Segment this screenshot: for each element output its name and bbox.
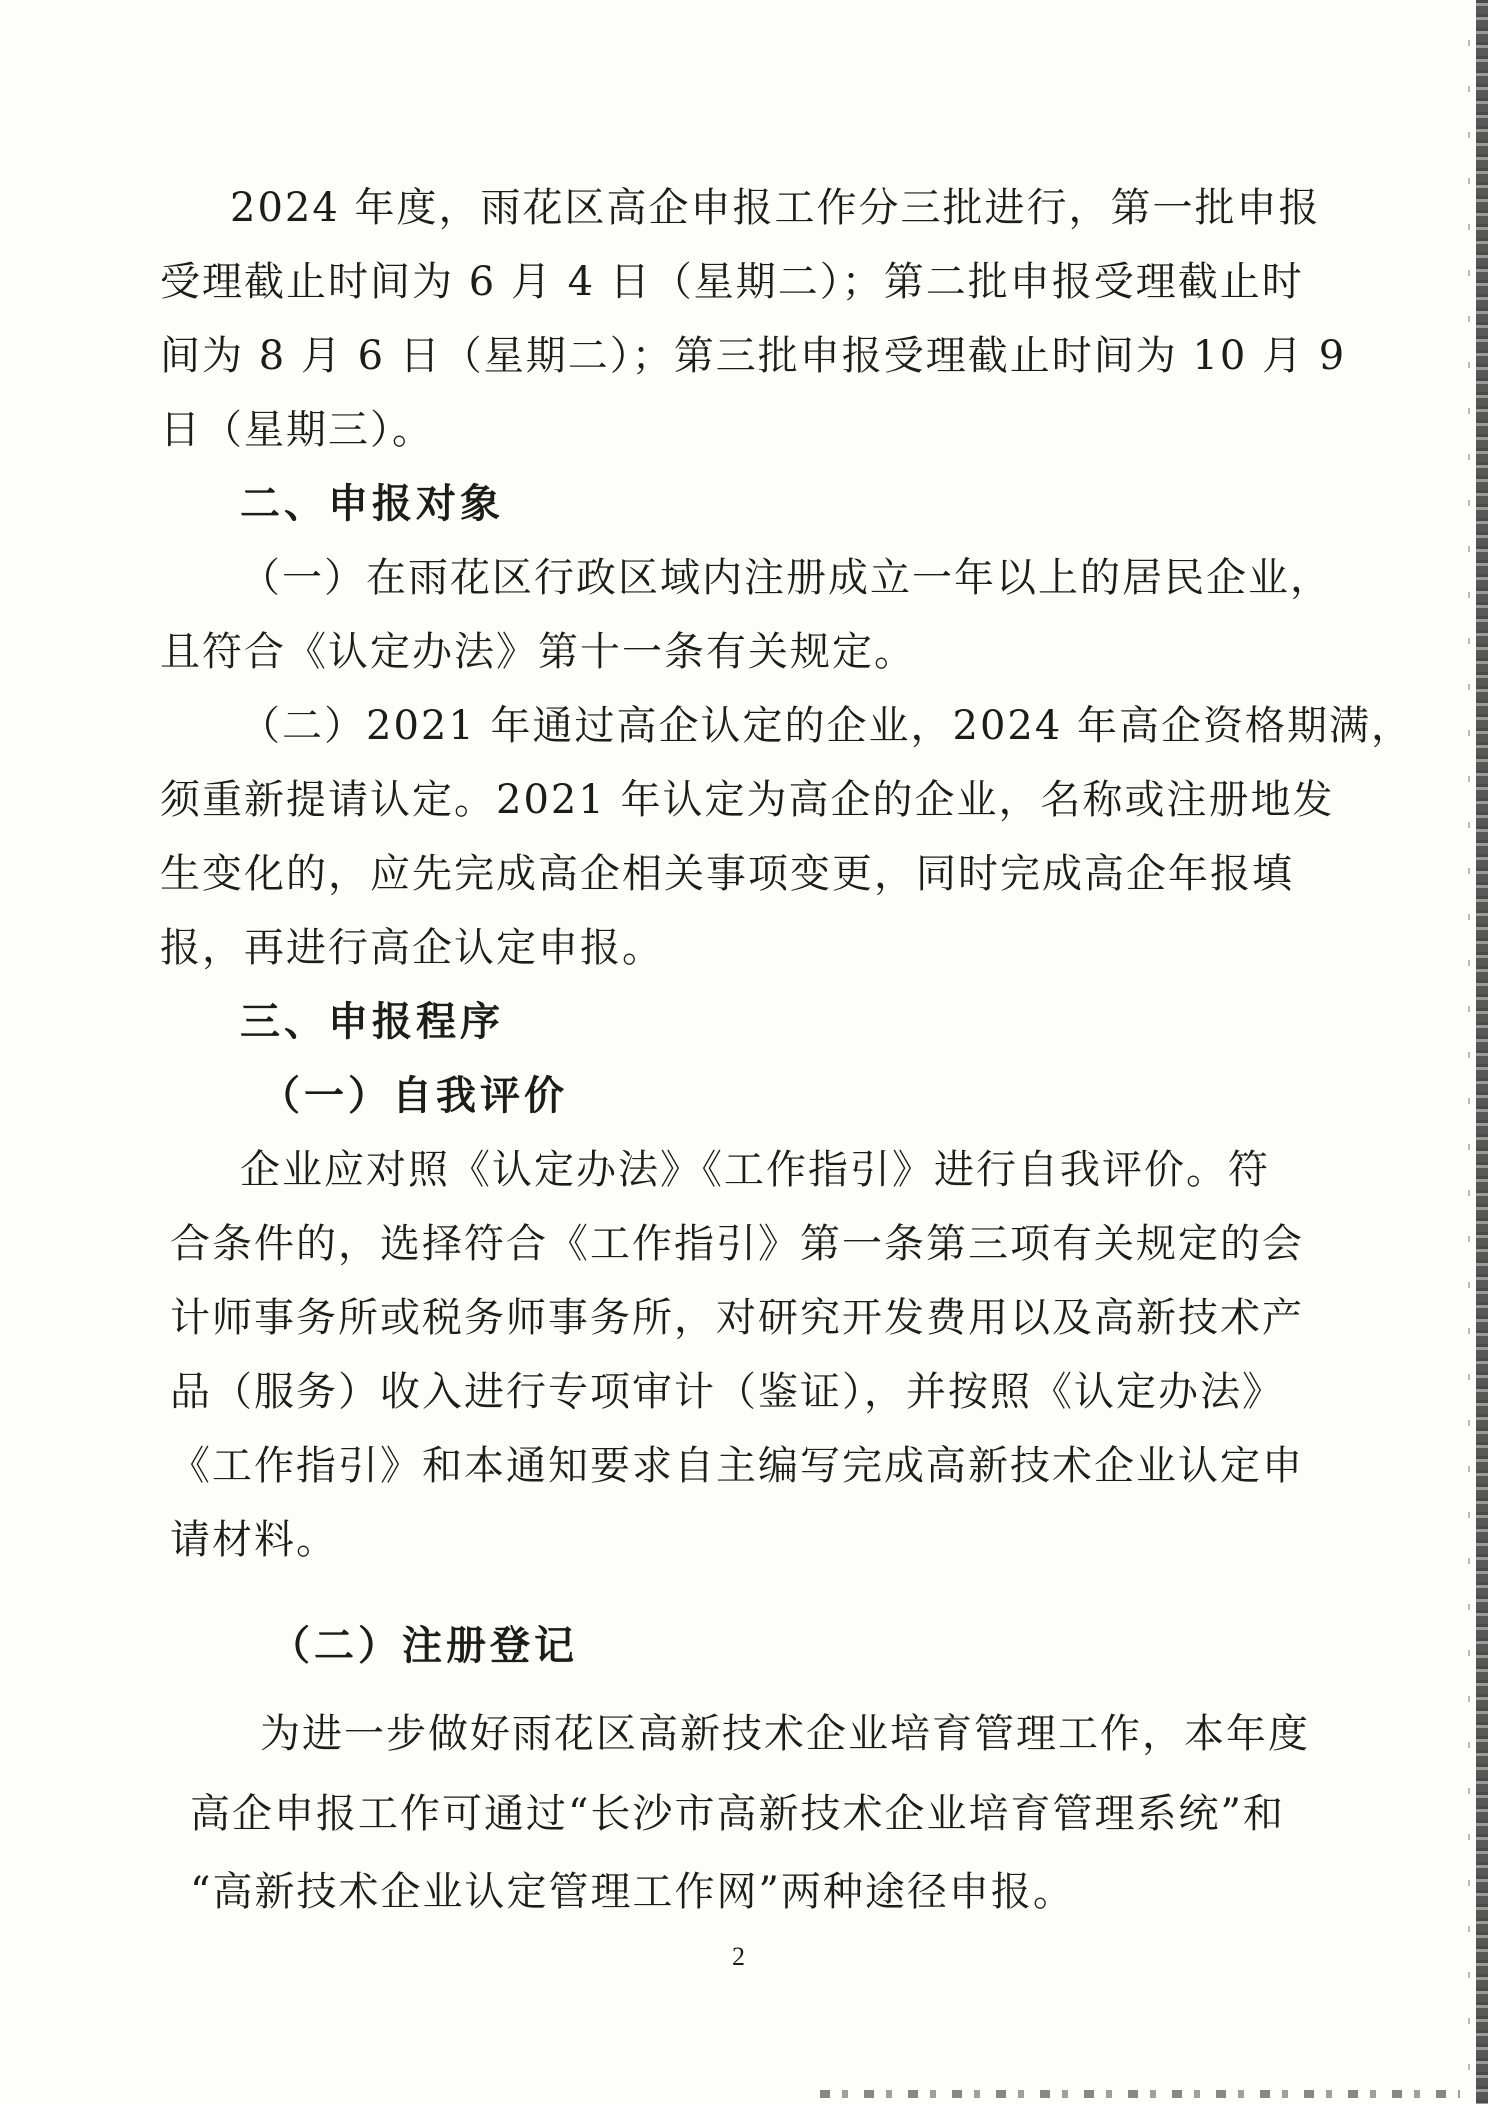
page-number: 2 xyxy=(732,1942,745,1971)
section-heading: 二、申报对象 xyxy=(240,481,504,527)
subsection-heading: （一）自我评价 xyxy=(260,1073,568,1119)
text-line: 日（星期三）。 xyxy=(160,407,434,453)
text-line: 请材料。 xyxy=(170,1517,338,1563)
text-line: 《工作指引》和本通知要求自主编写完成高新技术企业认定申 xyxy=(170,1443,1304,1489)
scan-edge-marks xyxy=(1468,0,1470,2104)
text-line: 2024 年度，雨花区高企申报工作分三批进行，第一批申报 xyxy=(230,185,1321,231)
text-line: 间为 8 月 6 日（星期二）；第三批申报受理截止时间为 10 月 9 xyxy=(160,333,1347,379)
section-heading: 三、申报程序 xyxy=(240,999,504,1045)
text-line: （一）在雨花区行政区域内注册成立一年以上的居民企业， xyxy=(240,555,1332,601)
scan-bottom-marks xyxy=(820,2090,1460,2098)
text-line: 合条件的，选择符合《工作指引》第一条第三项有关规定的会 xyxy=(170,1221,1304,1267)
text-line: 品（服务）收入进行专项审计（鉴证），并按照《认定办法》 xyxy=(170,1369,1284,1415)
text-line: 高企申报工作可通过“长沙市高新技术企业培育管理系统”和 xyxy=(190,1791,1285,1837)
text-line: 计师事务所或税务师事务所，对研究开发费用以及高新技术产 xyxy=(170,1295,1304,1341)
text-line: 须重新提请认定。2021 年认定为高企的企业，名称或注册地发 xyxy=(160,777,1335,823)
text-line: 为进一步做好雨花区高新技术企业培育管理工作，本年度 xyxy=(260,1711,1310,1757)
scan-edge xyxy=(1476,0,1488,2104)
text-line: “高新技术企业认定管理工作网”两种途径申报。 xyxy=(190,1869,1075,1915)
text-line: 企业应对照《认定办法》《工作指引》进行自我评价。符 xyxy=(240,1147,1270,1193)
text-line: 生变化的，应先完成高企相关事项变更，同时完成高企年报填 xyxy=(160,851,1294,897)
text-line: （二）2021 年通过高企认定的企业，2024 年高企资格期满， xyxy=(240,703,1414,749)
subsection-heading: （二）注册登记 xyxy=(270,1623,578,1669)
text-line: 受理截止时间为 6 月 4 日（星期二）；第二批申报受理截止时 xyxy=(160,259,1304,305)
text-line: 报，再进行高企认定申报。 xyxy=(160,925,664,971)
text-line: 且符合《认定办法》第十一条有关规定。 xyxy=(160,629,916,675)
